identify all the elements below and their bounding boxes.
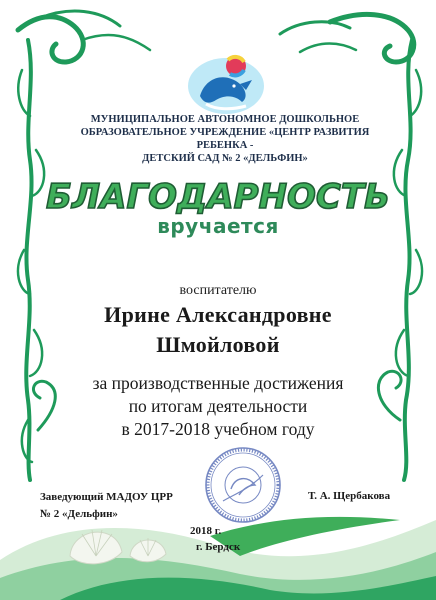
issue-date: 2018 г. [190,525,222,537]
recipient-name-line2: Шмойловой [156,332,280,357]
subtitle: вручается [157,214,279,238]
title-text: БЛАГОДАРНОСТЬ [46,177,390,216]
reason-line2: по итогам деятельности [128,396,308,416]
signatory-position: Заведующий МАДОУ ЦРР № 2 «Дельфин» [40,491,173,520]
recipient-name-line1: Ирине Александровне [104,302,332,327]
reason-line1: за производственные достижения [92,373,344,393]
issue-city: г. Бердск [196,541,241,553]
signatory-name: Т. А. Щербакова [308,490,391,502]
reason-line3: в 2017-2018 учебном году [121,419,315,439]
recipient-role: воспитателю [179,283,257,298]
certificate-title [0,172,436,216]
dolphin-with-ball-logo [186,52,266,116]
round-seal-stamp [203,445,283,525]
organization-name: МУНИЦИПАЛЬНОЕ АВТОНОМНОЕ ДОШКОЛЬНОЕ ОБРАЗОВАТЕЛЬНОЕ УЧРЕЖДЕНИЕ «ЦЕНТР РАЗВИТИЯ РЕБЕНКА - ДЕТСКИЙ САД № 2 «ДЕЛЬФИН» [80,114,370,164]
